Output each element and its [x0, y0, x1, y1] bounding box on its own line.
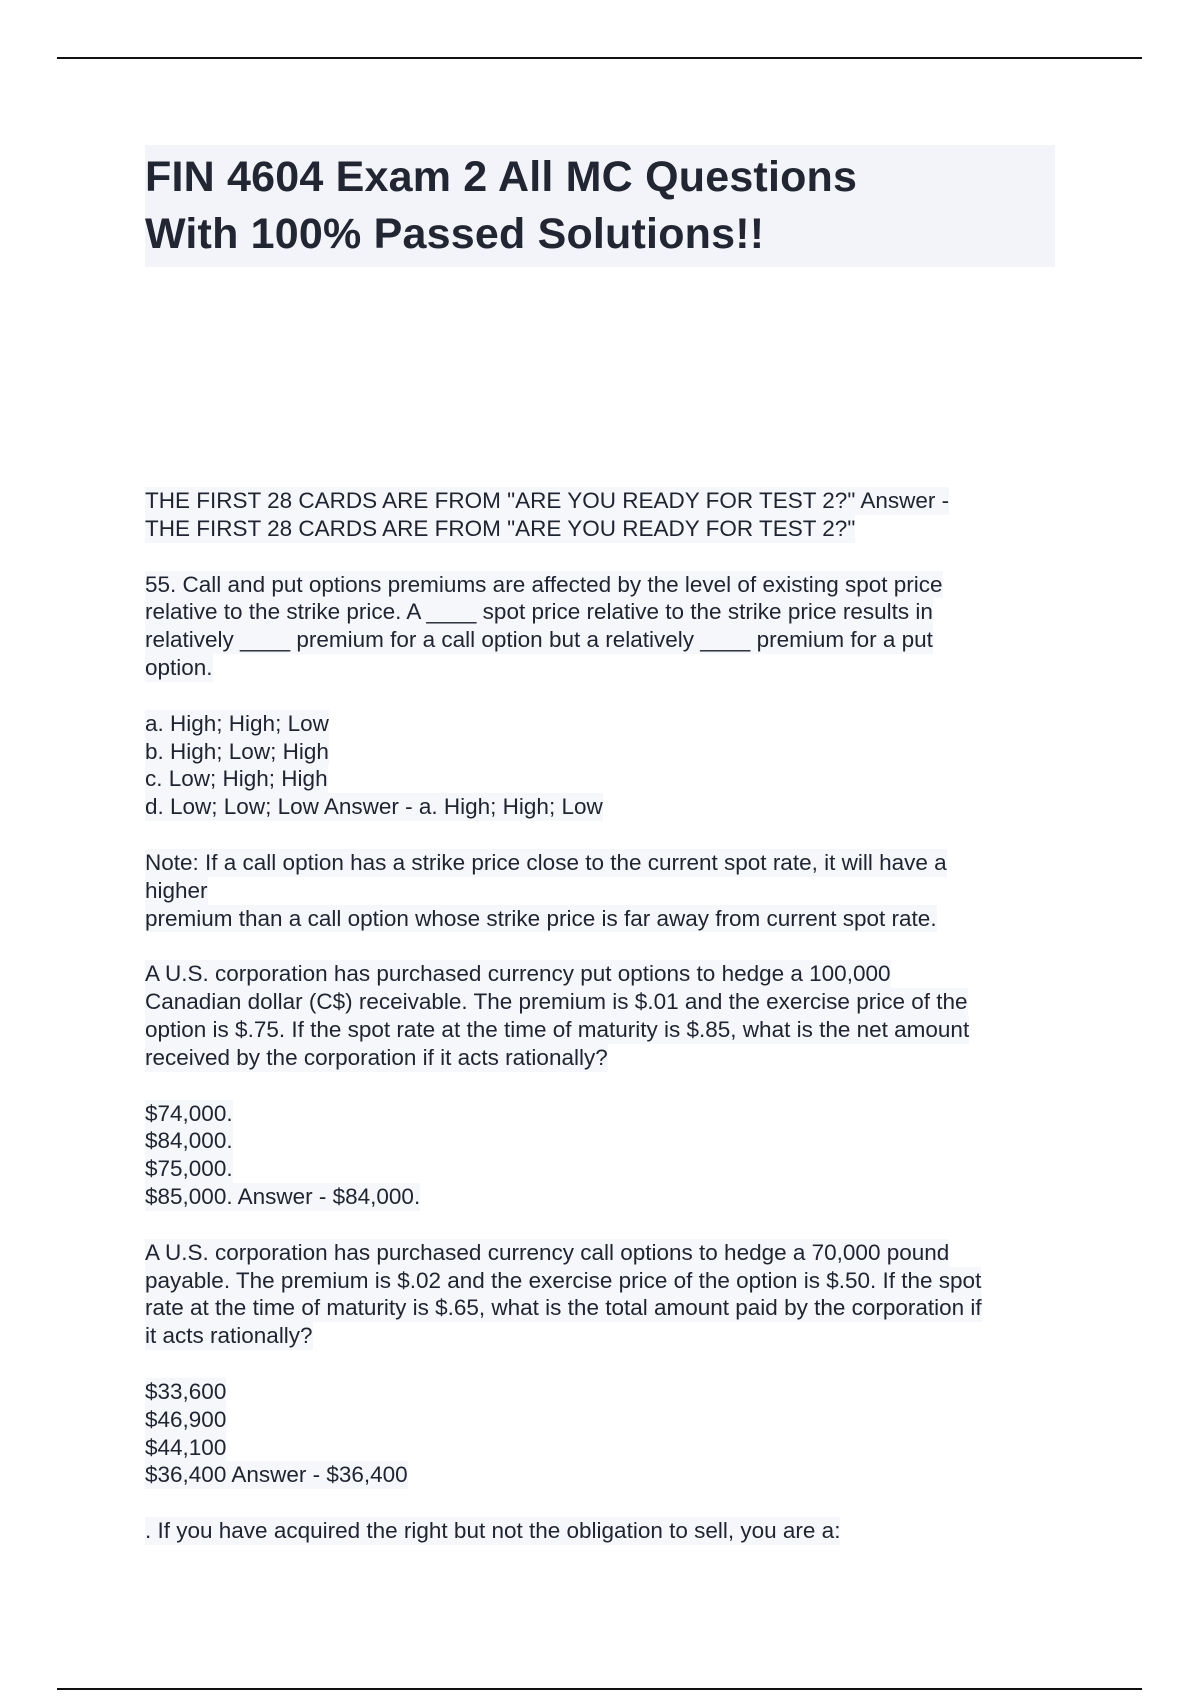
document-title	[145, 145, 1055, 267]
text-line: a. High; High; Low	[145, 710, 329, 736]
text-line: $33,600	[145, 1378, 227, 1404]
text-line: d. Low; Low; Low Answer - a. High; High; Low	[145, 794, 603, 820]
paragraph	[145, 710, 1055, 821]
text-line: higher	[145, 877, 208, 903]
text-line: A U.S. corporation has purchased currency put options to hedge a 100,000	[145, 961, 891, 987]
text-line: relative to the strike price. A ____ spot price relative to the strike price results in	[145, 599, 933, 625]
title-line: FIN 4604 Exam 2 All MC Questions	[145, 153, 858, 201]
text-line: relatively ____ premium for a call option but a relatively ____ premium for a put	[145, 627, 933, 653]
text-line: . If you have acquired the right but not the obligation to sell, you are a:	[145, 1518, 841, 1544]
document-body	[145, 145, 1055, 1545]
paragraph	[145, 1378, 1055, 1489]
text-line: option is $.75. If the spot rate at the time of maturity is $.85, what is the net amount	[145, 1016, 970, 1042]
paragraph	[145, 1100, 1055, 1211]
text-line: $74,000.	[145, 1100, 233, 1126]
text-line: $36,400 Answer - $36,400	[145, 1462, 408, 1488]
title-line: With 100% Passed Solutions!!	[145, 210, 765, 258]
text-line: b. High; Low; High	[145, 738, 329, 764]
top-rule	[57, 57, 1142, 59]
text-line: 55. Call and put options premiums are affected by the level of existing spot price	[145, 571, 943, 597]
text-line: THE FIRST 28 CARDS ARE FROM "ARE YOU READY FOR TEST 2?" Answer -	[145, 488, 950, 513]
text-line: payable. The premium is $.02 and the exercise price of the option is $.50. If the spot	[145, 1267, 982, 1293]
text-line: option.	[145, 654, 213, 680]
text-line: $85,000. Answer - $84,000.	[145, 1183, 421, 1209]
text-line: Note: If a call option has a strike price close to the current spot rate, it will have a	[145, 849, 947, 875]
paragraph	[145, 571, 1055, 682]
paragraph-list	[145, 487, 1055, 1545]
text-line: rate at the time of maturity is $.65, what is the total amount paid by the corporation if	[145, 1295, 982, 1321]
bottom-rule	[57, 1688, 1142, 1690]
text-line: c. Low; High; High	[145, 766, 328, 792]
text-line: Canadian dollar (C$) receivable. The premium is $.01 and the exercise price of the	[145, 989, 968, 1015]
text-line: THE FIRST 28 CARDS ARE FROM "ARE YOU READY FOR TEST 2?"	[145, 515, 856, 541]
text-line: it acts rationally?	[145, 1323, 313, 1349]
paragraph	[145, 487, 1055, 543]
paragraph	[145, 1517, 1055, 1545]
title-spacer	[145, 267, 1055, 487]
text-line: received by the corporation if it acts rationally?	[145, 1044, 608, 1070]
paragraph	[145, 1239, 1055, 1350]
text-line: A U.S. corporation has purchased currency call options to hedge a 70,000 pound	[145, 1239, 950, 1265]
text-line: $84,000.	[145, 1128, 233, 1154]
text-line: $46,900	[145, 1406, 227, 1432]
text-line: $75,000.	[145, 1156, 233, 1182]
paragraph	[145, 849, 1055, 932]
text-line: premium than a call option whose strike price is far away from current spot rate.	[145, 905, 937, 931]
text-line: $44,100	[145, 1434, 227, 1460]
paragraph	[145, 960, 1055, 1071]
